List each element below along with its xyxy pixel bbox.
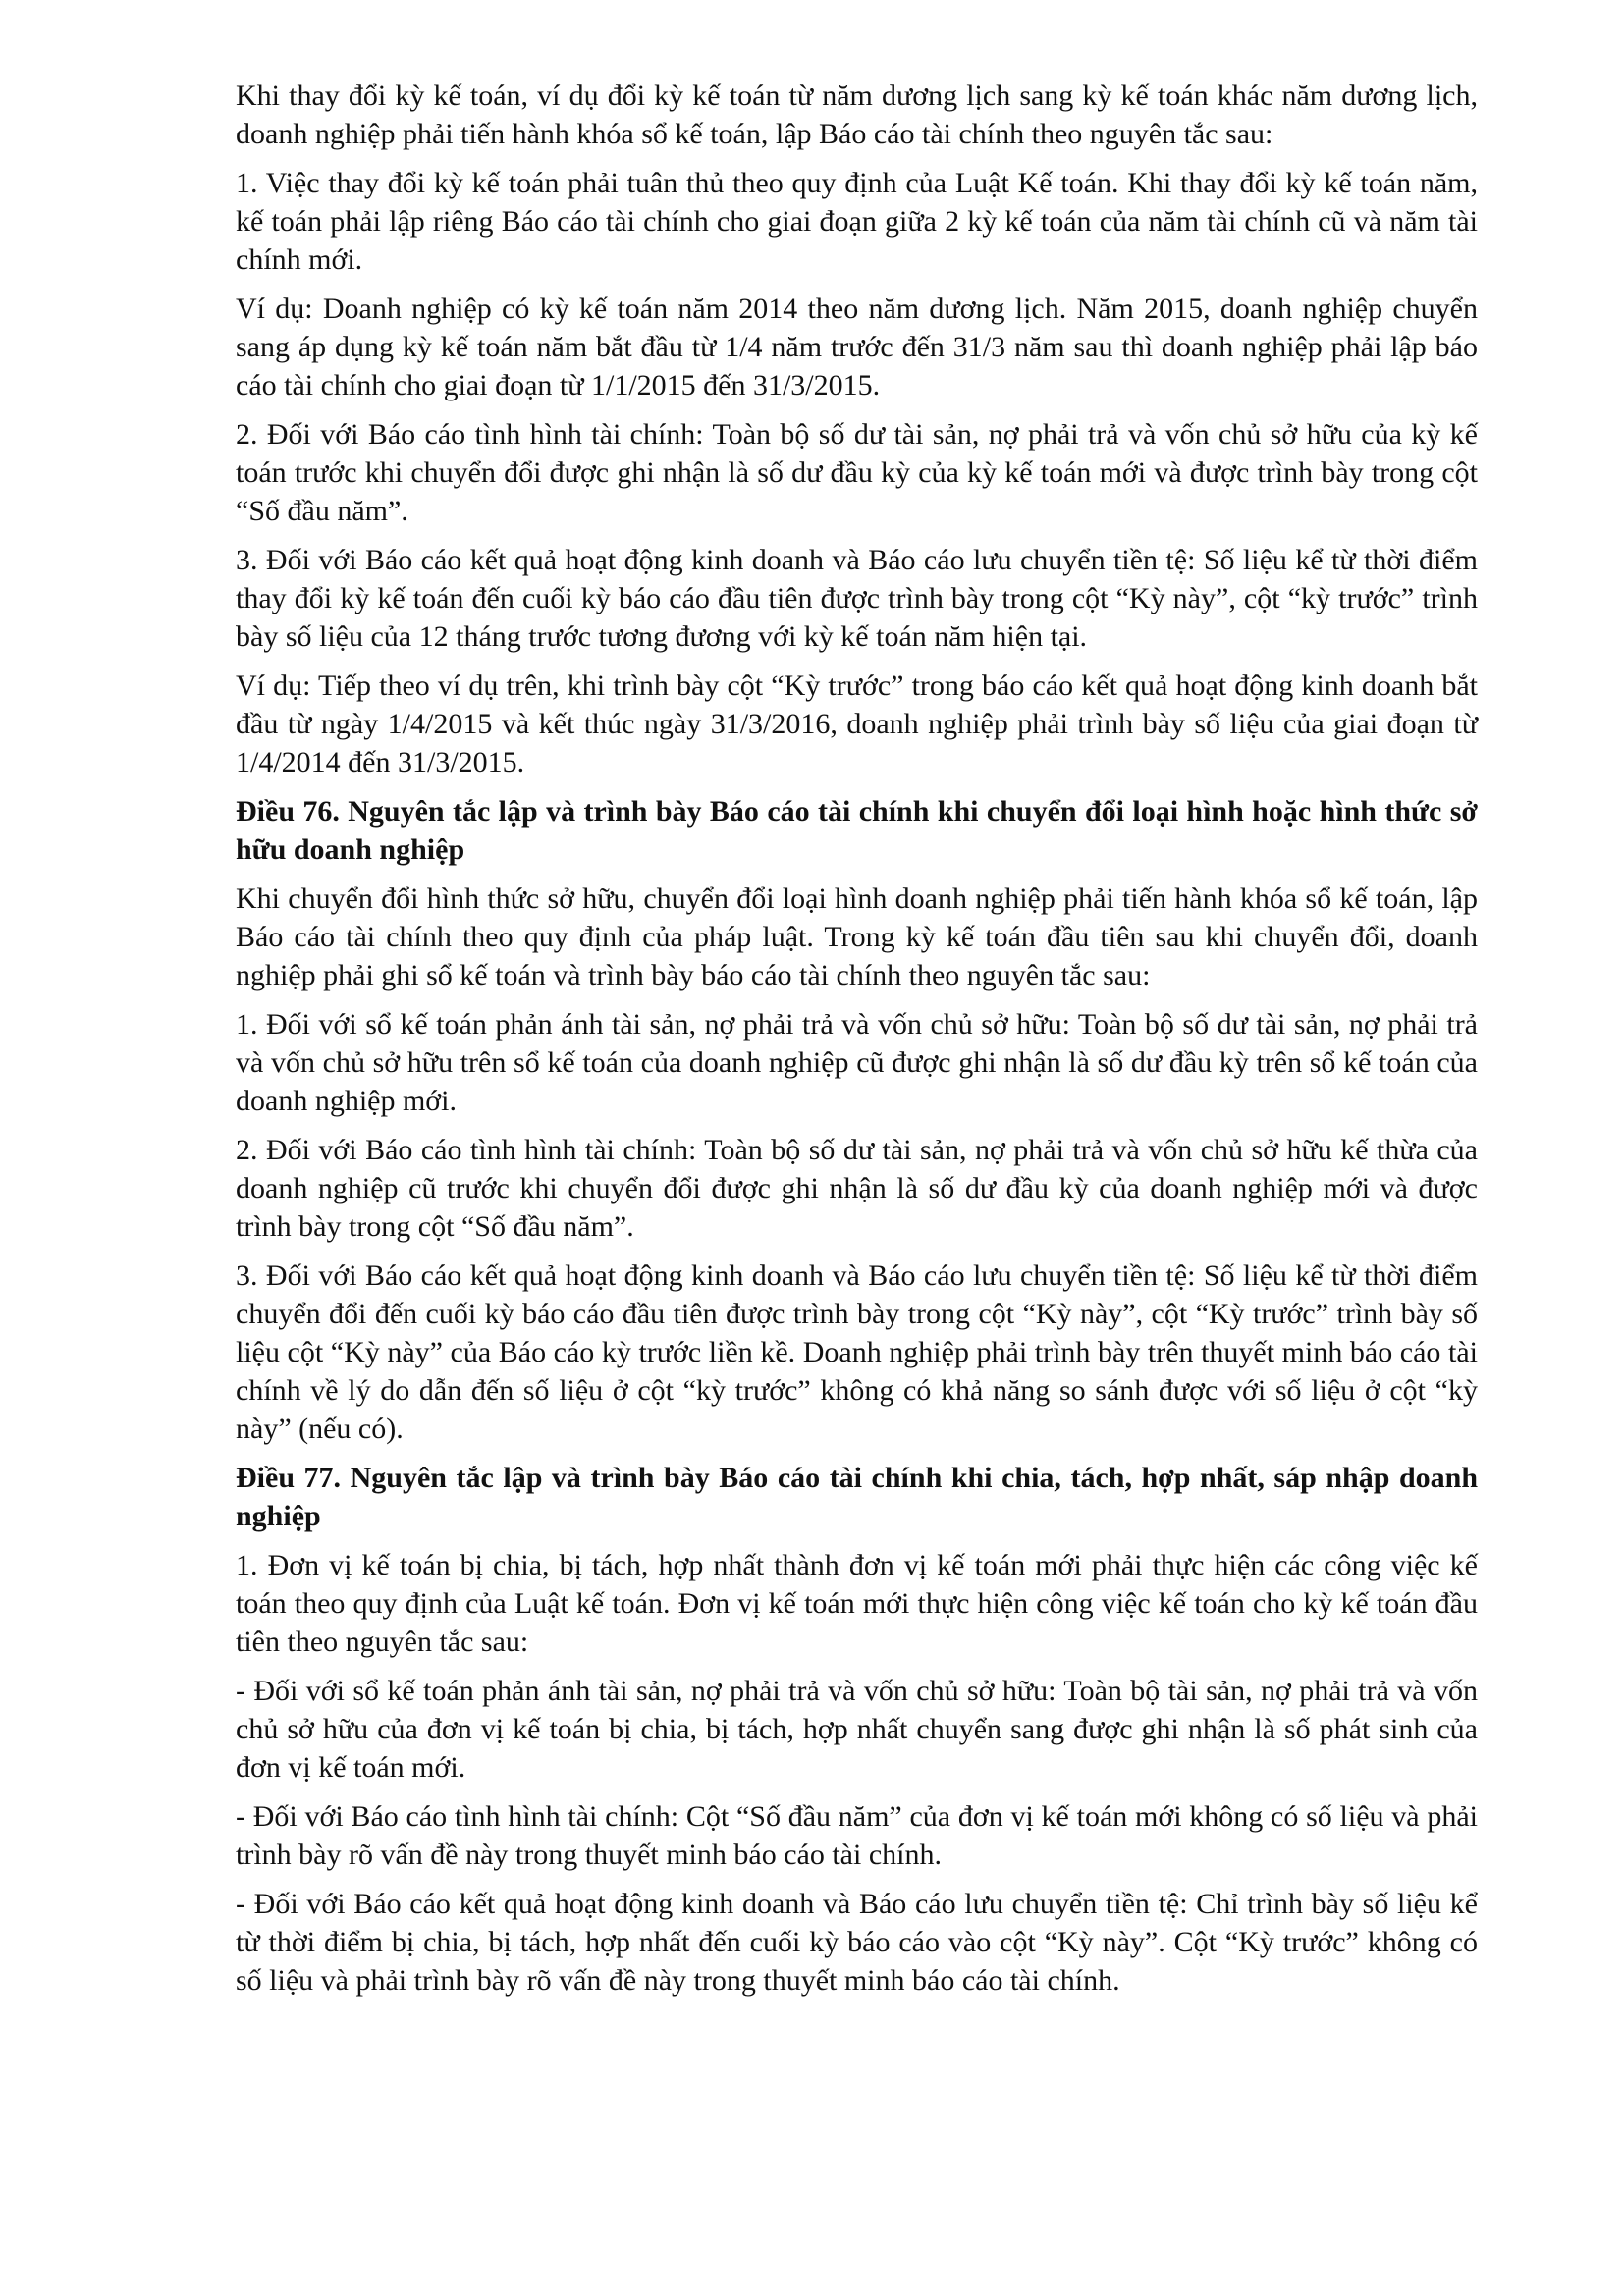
paragraph: 2. Đối với Báo cáo tình hình tài chính: Toàn bộ số dư tài sản, nợ phải trả và vốn chủ sở hữu của kỳ kế toán trước khi chuyển đổi được ghi nhận là số dư đầu kỳ của kỳ kế toán mới và được trình bày trong cột “Số đầu năm”. [236,418,1478,527]
document-page [236,77,1478,2010]
paragraph: 3. Đối với Báo cáo kết quả hoạt động kinh doanh và Báo cáo lưu chuyển tiền tệ: Số liệu kể từ thời điểm thay đổi kỳ kế toán đến cuối kỳ báo cáo đầu tiên được trình bày trong cột “Kỳ này”, cột “kỳ trước” trình bày số liệu của 12 tháng trước tương đương với kỳ kế toán năm hiện tại. [236,544,1478,653]
paragraph: Khi chuyển đổi hình thức sở hữu, chuyển đổi loại hình doanh nghiệp phải tiến hành khóa sổ kế toán, lập Báo cáo tài chính theo quy định của pháp luật. Trong kỳ kế toán đầu tiên sau khi chuyển đổi, doanh nghiệp phải ghi sổ kế toán và trình bày báo cáo tài chính theo nguyên tắc sau: [236,882,1478,991]
paragraph: 1. Việc thay đổi kỳ kế toán phải tuân thủ theo quy định của Luật Kế toán. Khi thay đổi kỳ kế toán năm, kế toán phải lập riêng Báo cáo tài chính cho giai đoạn giữa 2 kỳ kế toán của năm tài chính cũ và năm tài chính mới. [236,167,1478,276]
article-77-heading: Điều 77. Nguyên tắc lập và trình bày Báo cáo tài chính khi chia, tách, hợp nhất, sáp nhập doanh nghiệp [236,1462,1478,1532]
paragraph: Khi thay đổi kỳ kế toán, ví dụ đổi kỳ kế toán từ năm dương lịch sang kỳ kế toán khác năm dương lịch, doanh nghiệp phải tiến hành khóa sổ kế toán, lập Báo cáo tài chính theo nguyên tắc sau: [236,80,1478,150]
paragraph: 1. Đơn vị kế toán bị chia, bị tách, hợp nhất thành đơn vị kế toán mới phải thực hiện các công việc kế toán theo quy định của Luật kế toán. Đơn vị kế toán mới thực hiện công việc kế toán cho kỳ kế toán đầu tiên theo nguyên tắc sau: [236,1549,1478,1658]
paragraph: 3. Đối với Báo cáo kết quả hoạt động kinh doanh và Báo cáo lưu chuyển tiền tệ: Số liệu kể từ thời điểm chuyển đổi đến cuối kỳ báo cáo đầu tiên được trình bày trong cột “Kỳ này”, cột “Kỳ trước” trình bày số liệu cột “Kỳ này” của Báo cáo kỳ trước liền kề. Doanh nghiệp phải trình bày trên thuyết minh báo cáo tài chính về lý do dẫn đến số liệu ở cột “kỳ trước” không có khả năng so sánh được với số liệu ở cột “kỳ này” (nếu có). [236,1259,1478,1445]
paragraph: 2. Đối với Báo cáo tình hình tài chính: Toàn bộ số dư tài sản, nợ phải trả và vốn chủ sở hữu kế thừa của doanh nghiệp cũ trước khi chuyển đổi được ghi nhận là số dư đầu kỳ của doanh nghiệp mới và được trình bày trong cột “Số đầu năm”. [236,1134,1478,1243]
paragraph: 1. Đối với sổ kế toán phản ánh tài sản, nợ phải trả và vốn chủ sở hữu: Toàn bộ số dư tài sản, nợ phải trả và vốn chủ sở hữu trên sổ kế toán của doanh nghiệp cũ được ghi nhận là số dư đầu kỳ trên sổ kế toán của doanh nghiệp mới. [236,1008,1478,1117]
paragraph: - Đối với Báo cáo tình hình tài chính: Cột “Số đầu năm” của đơn vị kế toán mới không có số liệu và phải trình bày rõ vấn đề này trong thuyết minh báo cáo tài chính. [236,1800,1478,1871]
paragraph: - Đối với Báo cáo kết quả hoạt động kinh doanh và Báo cáo lưu chuyển tiền tệ: Chỉ trình bày số liệu kể từ thời điểm bị chia, bị tách, hợp nhất đến cuối kỳ báo cáo vào cột “Kỳ này”. Cột “Kỳ trước” không có số liệu và phải trình bày rõ vấn đề này trong thuyết minh báo cáo tài chính. [236,1888,1478,1997]
paragraph: Ví dụ: Tiếp theo ví dụ trên, khi trình bày cột “Kỳ trước” trong báo cáo kết quả hoạt động kinh doanh bắt đầu từ ngày 1/4/2015 và kết thúc ngày 31/3/2016, doanh nghiệp phải trình bày số liệu của giai đoạn từ 1/4/2014 đến 31/3/2015. [236,669,1478,778]
article-76-heading: Điều 76. Nguyên tắc lập và trình bày Báo cáo tài chính khi chuyển đổi loại hình hoặc hình thức sở hữu doanh nghiệp [236,795,1478,866]
paragraph: Ví dụ: Doanh nghiệp có kỳ kế toán năm 2014 theo năm dương lịch. Năm 2015, doanh nghiệp chuyển sang áp dụng kỳ kế toán năm bắt đầu từ 1/4 năm trước đến 31/3 năm sau thì doanh nghiệp phải lập báo cáo tài chính cho giai đoạn từ 1/1/2015 đến 31/3/2015. [236,293,1478,401]
paragraph: - Đối với sổ kế toán phản ánh tài sản, nợ phải trả và vốn chủ sở hữu: Toàn bộ tài sản, nợ phải trả và vốn chủ sở hữu của đơn vị kế toán bị chia, bị tách, hợp nhất chuyển sang được ghi nhận là số phát sinh của đơn vị kế toán mới. [236,1675,1478,1784]
